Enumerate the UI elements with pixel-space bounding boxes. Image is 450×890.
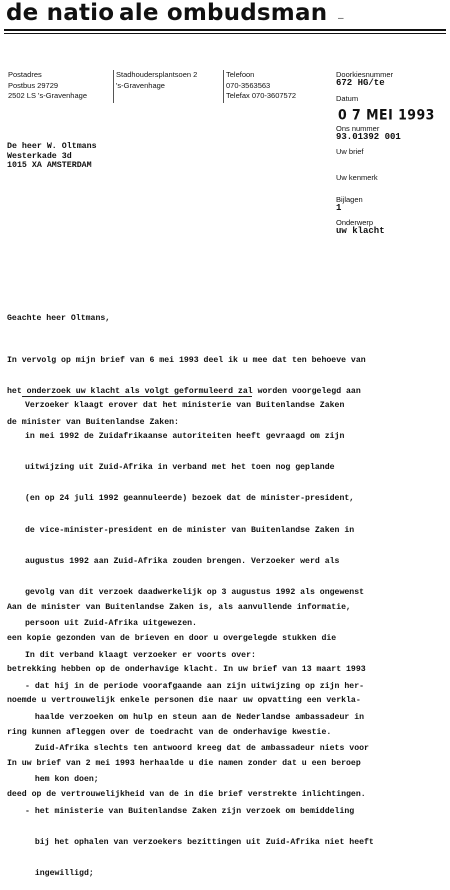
header-rule-bottom — [4, 33, 446, 34]
subject-label: Onderwerp — [336, 218, 374, 227]
text-line: In uw brief van 2 mei 1993 herhaalde u die namen zonder dat u een beroep — [7, 758, 361, 768]
recipient-line: 1015 XA AMSTERDAM — [7, 161, 92, 170]
text-line: een kopie gezonden van de brieven en door u overgelegde stukken die — [7, 634, 337, 644]
text-line: noemde u vertrouwelijk enkele personen die naar uw opvatting een verkla- — [7, 696, 361, 706]
text-line: Verzoeker klaagt erover dat het ministerie van Buitenlandse Zaken — [25, 400, 345, 410]
subject-value: uw klacht — [336, 226, 385, 236]
direct-number — [336, 70, 393, 88]
recipient-address — [7, 142, 97, 171]
text-line: ring kunnen afleggen over de toedracht van de onderhavige kwestie. — [7, 727, 332, 737]
strikethrough-mark — [22, 396, 252, 397]
text-line: haalde verzoeken om hulp en steun aan de Nederlandse ambassadeur in — [25, 713, 365, 722]
text-line: Zuid-Afrika slechts ten antwoord kreeg dat de ambassadeur niets voor — [25, 744, 369, 754]
text-line: hem kon doen; — [25, 775, 99, 785]
our-number-label: Ons nummer — [336, 124, 380, 133]
column-divider — [223, 70, 224, 103]
text-line: bij het ophalen van verzoekers bezittingen uit Zuid-Afrika niet heeft — [25, 837, 374, 847]
text-line: (en op 24 juli 1992 geannuleerde) bezoek dat de minister-president, — [25, 494, 355, 504]
text-line: - het ministerie van Buitenlandse Zaken zijn verzoek om bemiddeling — [25, 806, 355, 816]
column-divider — [113, 70, 114, 103]
phone-line: 070-3563563 — [226, 80, 271, 90]
text-line: de vice-minister-president en de minister van Buitenlandse Zaken in — [25, 525, 355, 535]
text-line: - dat hij in de periode voorafgaande aan zijn uitwijzing op zijn her- — [25, 681, 365, 691]
text-line: gevolg van dit verzoek daadwerkelijk op 3 augustus 1992 als ongewenst — [25, 588, 365, 598]
postal-line: 2502 LS 's-Gravenhage — [8, 91, 87, 100]
text-line: augustus 1992 aan Zuid-Afrika zouden brengen. Verzoeker werd als — [25, 556, 340, 566]
visit-line: 's-Gravenhage — [116, 80, 165, 90]
text-line: In dit verband klaagt verzoeker er voorts over: — [25, 650, 256, 660]
logo-mark: – — [338, 13, 344, 24]
visit-label: Stadhoudersplantsoen 2 — [116, 70, 198, 79]
fax-line: Telefax 070-3607572 — [226, 91, 297, 100]
direct-number-value: 672 HG/te — [336, 78, 385, 88]
text-line: het onderzoek uw klacht als volgt geformuleerd zal worden voorgelegd aan — [7, 387, 361, 397]
text-line: ingewilligd; — [25, 869, 94, 879]
recipient-line: Westerkade 3d — [7, 151, 72, 161]
recipient-line: De heer W. Oltmans — [7, 142, 97, 151]
our-number — [336, 124, 401, 142]
ombudsman-logo: de natio ale ombudsman — [6, 0, 328, 26]
text-line: in mei 1992 de Zuidafrikaanse autoriteiten heeft gevraagd om zijn — [25, 432, 345, 442]
visit-address-column — [116, 70, 197, 91]
your-letter-label: Uw brief — [336, 147, 364, 156]
date-label: Datum — [336, 94, 359, 103]
subject — [336, 218, 385, 236]
attachments-value: 1 — [336, 203, 342, 213]
text-line: deed op de vertrouwelijkheid van de in die brief verstrekte inlichtingen. — [7, 790, 366, 800]
phone-column — [226, 70, 296, 102]
direct-number-label: Doorkiesnummer — [336, 70, 394, 79]
text-line: In vervolg op mijn brief van 6 mei 1993 deel ik u mee dat ten behoeve van — [7, 355, 366, 365]
attachments — [336, 195, 363, 213]
attachments-label: Bijlagen — [336, 195, 363, 204]
our-number-value: 93.01392 001 — [336, 132, 401, 142]
text-line: betrekking hebben op de onderhavige klacht. In uw brief van 13 maart 1993 — [7, 665, 366, 675]
text-line: de minister van Buitenlandse Zaken: — [7, 418, 179, 428]
postal-label: Postadres — [8, 70, 42, 79]
text-line: uitwijzing uit Zuid-Afrika in verband met het toen nog geplande — [25, 463, 335, 473]
header-rule-top — [4, 29, 446, 31]
text-line: Aan de minister van Buitenlandse Zaken is, als aanvullende informatie, — [7, 602, 351, 612]
text-line: persoon uit Zuid-Afrika uitgewezen. — [25, 619, 197, 629]
postal-line: Postbus 29729 — [8, 80, 59, 90]
phone-label: Telefoon — [226, 70, 255, 79]
closing-paragraph — [7, 582, 445, 811]
date-stamp: 0 7 MEI 1993 — [338, 105, 435, 124]
postal-address-column — [8, 70, 87, 102]
salutation: Geachte heer Oltmans, — [7, 314, 111, 323]
your-reference-label: Uw kenmerk — [336, 173, 378, 182]
